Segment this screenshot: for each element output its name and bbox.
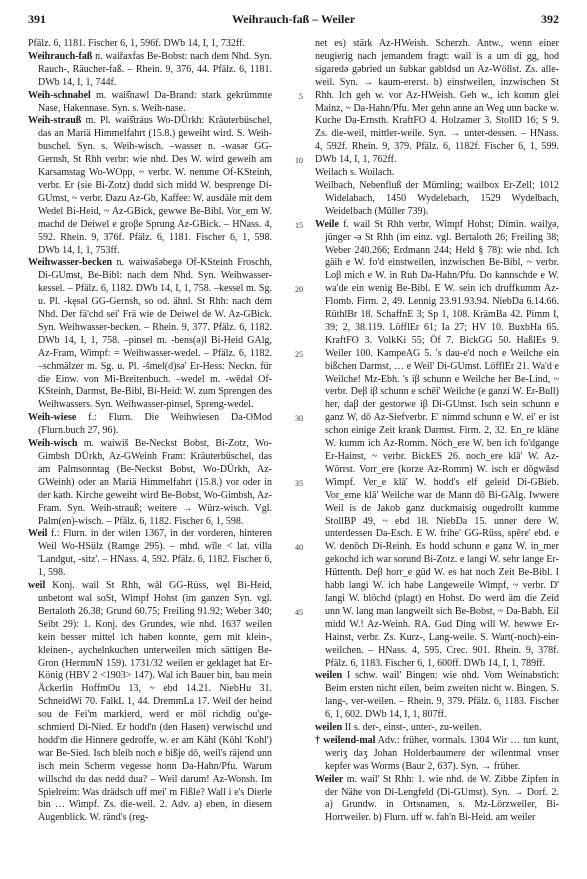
dictionary-entry (315, 735, 559, 774)
line-number: 20 (295, 285, 303, 295)
dictionary-entry (28, 38, 272, 51)
page-number-right: 392 (541, 12, 559, 26)
page-header (28, 12, 559, 30)
line-number: 10 (295, 156, 303, 166)
right-column (315, 38, 559, 866)
entry-text: m. Pl. waiš̌tráus Wo-DÜrkh: Kräuterbüschel, das an Mariä Himmelfahrt (15.8.) geweiht wird. S. Weih-buschel. Syn. s. Weih-wisch. –wasser n. -wasǝr GG-Gernsh, St Rhh verbr: wie nhd. Des W. wird geweih am Karsamstag Wo-WOpp, ~ verbr. W. nemme Of-KSteinh, verbr. Er (sie Bi-Zotz) dudd sich midd W. besprenge Di-GUmst, ~ verbr. Dazu Az-Gb, Kaffee: W. ausdäle mit dem Wedel Bi-Heid, ~ Az-GBick, gewwe Be-Bibl. Vor_em W. machd de Deiwel e groβe Sprung Az-GBick. – HNass. 4, 592. Rhein. 9, 376f. Pfälz. 6, 1181. Fischer 6, 1, 598. DWb 14, I, 1, 753ff. (38, 115, 272, 256)
line-number: 5 (299, 91, 303, 101)
entry-text: II s. der-, einst-, unter-, zu-weilen. (344, 722, 482, 734)
left-column (28, 38, 272, 866)
entry-text: I schw. wail' Bingen: wie nhd. Vom Weinabstich: Beim ersten nicht eilen, beim zweiten nicht w. Bingen. S. lang-, ver-weilen. – Rhein. 9, 379. Pfälz. 6, 1183. Fischer 6, 1, 602. DWb 14, I, 1, 807ff. (325, 670, 559, 721)
entry-text: Pfälz. 6, 1181. Fischer 6, 1, 596f. DWb 14, I, 1, 732ff. (28, 38, 245, 49)
line-number: 35 (295, 478, 303, 488)
line-number-gutter (283, 38, 307, 866)
dictionary-entry (28, 90, 272, 116)
dictionary-entry (28, 580, 272, 825)
entry-headword: weilen (315, 722, 343, 734)
dictionary-entry (315, 722, 559, 735)
entry-headword: Weih-strauß (28, 115, 82, 127)
entry-text: n. waiwas̆ǝbegǝ Of-KSteinh Froschh, Di-GUmst, Be-Bibl: nach dem Nhd. Syn. Weihwasser-kessel. – Pfälz. 6, 1182. DWb 14, I, 1, 758. –kessel m. Sg. u. Pl. -kęsǝl GG-Gernsh, so od. ähnl. St Rhh: nach dem Nhd. Der fä'chd sei' Frä wie de Deiwel de W. Az-GBick. Syn. Weihwasser-becken. – Rhein. 9, 377. Pfälz. 6, 1182. DWb 14, I, 1, 758. –pinsel m. -bens(ǝ)l Bi-Heid GAlg, Az-Fram, Wimpf: = Weihwasser-wedel. – Pfälz. 6, 1182. –schmälzer m. Sg. u. Pl. -šmel(d)sǝ' Er-Hess: Neckn. für die Einw. von Mi-Breitenbuch. –wedel m. -wēdǝl Of-KSteinh, Darmst, Be-Bibl, Bi-Heid: W. zum Sprengen des Weihwassers. Syn. Weihwasser-pinsel, Spreng-wedel. (38, 257, 272, 411)
dictionary-entry (315, 180, 559, 219)
dictionary-entry (28, 438, 272, 528)
entry-text: Adv.: früher, vormals. 1304 Wir … tun kunt, weriʒ daʒ Johan Holderbaumere der wilentmal vnser kepfer was Worms (Baur 2, 637). Syn. → früher. (325, 734, 559, 772)
dictionary-entry (315, 167, 559, 180)
entry-text: Weilach s. Woilach. (315, 167, 395, 179)
entry-text: net es) stärk Az-HWeish. Scherzh. Antw., wenn einer neugierig nach jemandem fragt: wail is a um di gg, hod sigaredǝ gǝbried un šubkar gǝbldsd un Az-Wöllst. Zs. alle-weil. Syn. → kaum-ererst. b) einstweilen, inzwischen St Rhh. Ich geh w. vor Az-HWeish. Geh w., ich komm glei Mainz, ~ Da-Hahn/Pfu. Mer gehn anne an Weg unn backe w. Kuche Da-Ernsth. KraftFO 4. Holzamer 3. StollD 16; S 9. Zs. die-weil, mittler-weile. Syn. → unter-dessen. – HNass. 4, 592f. Rhein. 9, 379. Pfälz. 6, 1182f. Fischer 6, 1, 599. DWb 14, I, 1, 762ff. (315, 38, 559, 166)
entry-headword: Weiler (315, 773, 344, 785)
line-number: 45 (295, 607, 303, 617)
dictionary-entry (28, 257, 272, 412)
dictionary-entry (315, 219, 559, 671)
entry-headword: Weihrauch-faß (28, 50, 93, 62)
entry-headword: † weilend-mal (315, 734, 376, 746)
entry-text: n. waiřaxfas Be-Bobst: nach dem Nhd. Syn. Rauch-, Räucher-faß. – Rhein. 9, 376, 44. Pfälz. 6, 1181. DWb 14, I, 1, 744f. (38, 50, 272, 88)
entry-text: m. wail' St Rhh: 1. wie nhd. de W. Zibbe Zipfen in der Nähe von Di-Lengfeld (Di-GUmst). Syn. → Dorf. 2. a) Grundw. in Ortsnamen, s. Mz-Lörzweiler, Bi-Horrweiler. b) Flurn. uff w. fah'n Bi-Heid. am weiler (325, 773, 559, 824)
dictionary-entry (315, 670, 559, 722)
line-number: 15 (295, 220, 303, 230)
entry-text: f.: Flurn. Die Weihwiesen Da-OMod (Flurn.buch 27, 96). (38, 412, 272, 437)
entry-text: Konj. wail St Rhh, wāl GG-Rüss, węl Bi-Heid, unbetont wal soSt, Wimpf Hohst (im ganzen Syn. vgl. Bertaloth 26.38; Grund 60.75; Freiling 91.92; Weber 340; Seibt 29): 1. Konj. des Grundes, wie nhd. 1637 weilen kein besser mittel ich haben konnte, gern mit klein-, kleinen-, aychelnkuchen unterweilen mich sättigen Be-Gron (HermmN 159). 1731/32 weilen er geklaget hat Er-König (HBV 2 <1903> 147). Wal ich Bauer bin, bau mein Äckerlin HoffmOu 13, ~ ebd 14.21. NiebHu 31. SchneidWi 70. FalkL 1, 44. DremmLa 17. Weil der heind sou de Fei'm markierd, werd er möl richdig ou'ge-schmierd Di-Nied. Er hodd'n (den Hasen) verwischd und hodd'm die Hinnere gedroffe, w. er am Kähl (Köhl 'Kohl') war Be-Sied. Isch bleib noch e bißje dô, weil's räjend unn isch mein Scherm vegesse honn Da-Hahn/Pfu. Warum willschd du das nedd dua? – Weil darum! Az-Wonsh. Im Spielreim: Was drädsch uff mei' m Fißle? Wall i e's Dierle bin … Wimpf. Zs. die-weil. 2. Adv. a) eben, in diesem Augenblick. W. ränd's (reg- (38, 580, 272, 824)
dictionary-entry (315, 38, 559, 167)
entry-text: m. waiš̌nawl Da-Brand: stark gekrümmte Nase, Hakennase. Syn. s. Weih-nase. (38, 89, 272, 114)
line-number: 25 (295, 349, 303, 359)
entry-headword: Weih-wiese (28, 412, 77, 424)
entry-headword: weilen (315, 670, 343, 682)
page-number-left: 391 (28, 12, 46, 26)
dictionary-entry (28, 51, 272, 90)
dictionary-entry (315, 774, 559, 826)
entry-headword: weil (28, 580, 46, 592)
entry-headword: Weihwasser-becken (28, 257, 113, 269)
entry-text: f. wail St Rhh verbr, Wimpf Hohst; Dimin. wailχǝ, jünger -ǝ St Rhh (im einz. vgl. Bertaloth 26; Freiling 38; Weber 240.266; Erdmann 244; Held § 78): wie nhd. Ich gäih e W. fo'd einstweilen, inzwischen Be-Bibl, ~ verbr. Loβ mich e W. in Ruh Da-Hahn/Pfu. Do kannschde e W. wa'de ein wenig Be-Bibl. E W. sein ich druffkumm Az-Flomb. Firm. 2, 49. Lennig 23.91.93.94. NiebDa 6.14.66. RüthlBr 18. SchaffnE 3; Sp 1, 108. KrämBa 42. Pimm I, 39; 2, 38.119. LöfflEr 61; Ia 27; HV 10. BuxbHa 65. KraftFO 3. VolkKi 55; Öf 7. BickGG 50. HaßlEs 9. Weiler 100. KampeAG 5. 's dau-e'd noch e Weilche ein bißchen Darmst, … e Weil' Di-GUmst. LöfflEr 21. Wa'd e Weilche! Mz-Ebh. 's iβ schunn e Weilche her Be-Lind, ~ verbr. Deβ iβ schunn e schēi' Weilche (e ganzi W. Er-Bull) her, daβ der gestorwe iβ Di-GUmst. Isch sein schunn e ganz W. dō Az-Siefverbr. E' nimmd schunn e W. ei' er ist schon einige Zeit krank Darmst. Firm. 2, 32. En_re kläne W. kumm ich Az-Romm. Nöch_ere W. ben ich fo'dgange Er-Hainst, ~ verbr. BickES 26. noch_ere klā' W. Az-Wörrst. Vorr_ere (korze Az-Romm) W. isch er dōgwǎsd Wimpf. Ver_e klā' W. hodd's elf geleid Di-GBieb. Vor_eme klā' Weilche war de Mann dō Bi-GAlg. Iwwere Weil is de Jakob ganz duckmaisig ougedrollt kumme StollBP 49, ~ ebd 18. NiebDa 15. unner dere W. unterdessen Da-Esch. E W. frihe' GG-Rüss, spēre' ebd. e W. denōch Di-Reinh. Es hodd schunn e ganz W. in_mer gekochd ich war sorund Bi-Zotz. e langi W. sehr lange Er-Hüttenth. Deβ horr_e güd W. es hat noch Zeit Be-Bibl. I habb langi W. ich habe Langeweile Wimpf, ~ verbr. D' langi W. blöchd (plagt) en Hohst. Do werd äm die Zeid unn W. lang man langweilt sich Be-Bobst, ~ Da-Babh. Eil midd W.! Az-Weinh. RA. Gud Ding will W. hewwe Er-Hainst, verbr. Zs. Kurz-, Lang-weile. S. Wart(-noch)-ein-weilchen. – HNass. 4, 595. Crec. 901. Rhein. 9, 378f. Pfälz. 6, 1183. Fischer 6, 1, 600ff. DWb 14, I, 1, 789ff. (325, 218, 559, 669)
entry-headword: Weile (315, 218, 339, 230)
entry-text: f.: Flurn. in der wilen 1367, in der vorderen, hinteren Weil Wo-HSülz (Ramge 295). – mhd. wîle < lat. villa 'Landgut, -sitz'. – HNass. 4, 592. Pfälz. 6, 1182. Fischer 6, 1, 598. (38, 528, 272, 579)
running-title: Weihrauch-faß – Weiler (231, 12, 356, 26)
dictionary-entry (28, 115, 272, 257)
dictionary-entry (28, 412, 272, 438)
entry-headword: Weih-schnabel (28, 89, 91, 101)
entry-headword: Weil (28, 528, 48, 540)
entry-text: Weilbach, Nebenfluß der Mümling; wailbox Er-Zell; 1012 Widelabach, 1450 Wydelebach, 1529 Wydelbach, Weidelbach (Müller 739). (315, 179, 559, 217)
line-number: 40 (295, 543, 303, 553)
dictionary-entry (28, 528, 272, 580)
line-number: 30 (295, 414, 303, 424)
entry-headword: Weih-wisch (28, 438, 78, 450)
entry-text: m. waiwiš Be-Neckst Bobst, Bi-Zotz, Wo-Gimbsh DÜrkh, Az-GWeinh Fram: Kräuterbüschel, das am Palmsonntag (Be-Neckst Bobst, Wo-DÜrkh, Az-GWeinh) oder an Mariä Himmelfahrt (15.8.) vor oder in der kath. Kirche geweiht wird Be-Bobst, Wo-Gimbsh, Az-Fram. Syn. Weih-strauß; weitere → Würz-wisch. Vgl. Palm(en)-wisch. – Pfälz. 6, 1182. Fischer 6, 1, 598. (38, 438, 272, 527)
